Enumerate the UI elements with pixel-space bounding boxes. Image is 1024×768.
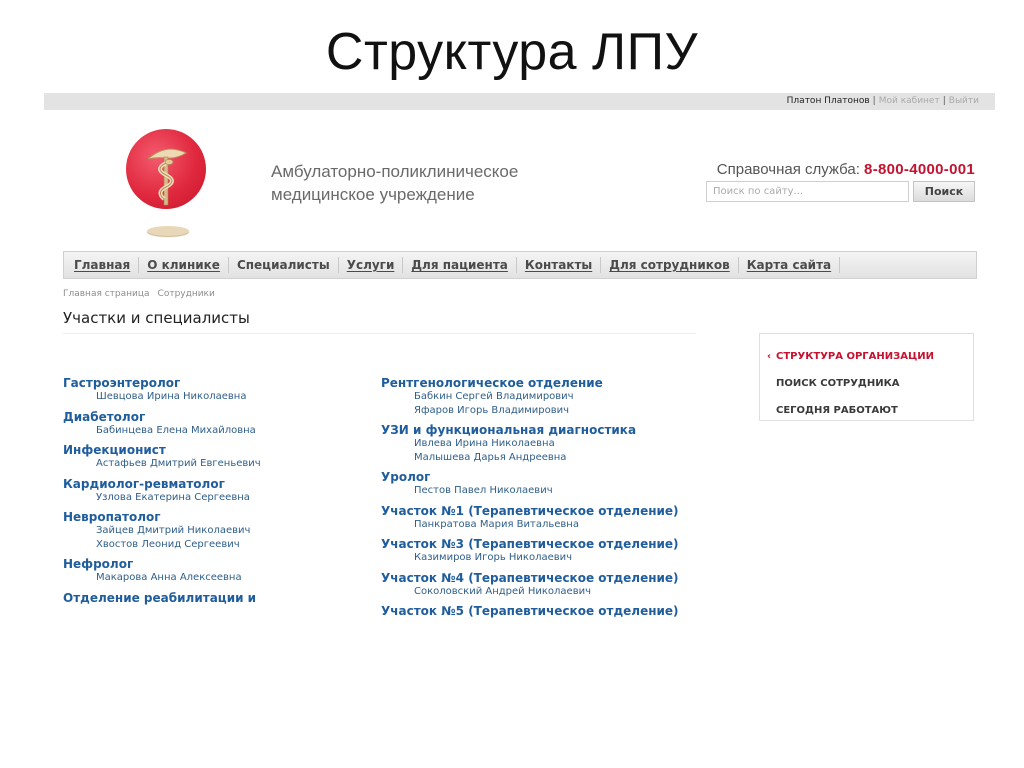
specialty-title[interactable]: Гастроэнтеролог <box>63 376 181 390</box>
sidebar-item-label: СЕГОДНЯ РАБОТАЮТ <box>776 405 898 416</box>
specialty-title[interactable]: Нефролог <box>63 557 134 571</box>
organization-name <box>271 160 591 206</box>
specialty-title[interactable]: Участок №4 (Терапевтическое отделение) <box>381 570 679 585</box>
help-phone[interactable]: 8-800-4000-001 <box>864 161 975 178</box>
specialty-group <box>63 510 363 551</box>
breadcrumb <box>63 289 215 299</box>
divider: | <box>942 96 946 106</box>
staff-name[interactable]: Ивлева Ирина Николаевна <box>414 438 555 449</box>
breadcrumb-home[interactable]: Главная страница <box>63 289 150 299</box>
specialty-group <box>63 591 363 605</box>
clinic-logo-icon[interactable] <box>126 129 206 209</box>
staff-name[interactable]: Малышева Дарья Андреевна <box>414 451 567 463</box>
staff-name[interactable]: Зайцев Дмитрий Николаевич <box>96 525 251 536</box>
logo-stand <box>147 226 189 236</box>
nav-item-contacts[interactable]: Контакты <box>517 257 601 273</box>
staff-name[interactable]: Яфаров Игорь Владимирович <box>414 404 570 416</box>
specialty-title[interactable]: УЗИ и функциональная диагностика <box>381 423 637 437</box>
sidebar-item-label: СТРУКТУРА ОРГАНИЗАЦИИ <box>776 351 934 362</box>
staff-name[interactable]: Бабинцева Елена Михайловна <box>96 424 256 436</box>
specialty-title[interactable]: Инфекционист <box>63 443 166 457</box>
nav-item-staff[interactable]: Для сотрудников <box>601 257 738 273</box>
nav-item-patients[interactable]: Для пациента <box>403 257 517 273</box>
breadcrumb-current[interactable]: Сотрудники <box>157 289 215 299</box>
specialty-group <box>63 477 363 505</box>
user-name[interactable]: Платон Платонов <box>786 96 870 106</box>
specialty-title[interactable]: Участок №5 (Терапевтическое отделение) <box>381 604 679 618</box>
specialty-group <box>63 557 363 585</box>
specialty-group <box>381 537 701 565</box>
staff-name[interactable]: Хвостов Леонид Сергеевич <box>96 538 240 550</box>
search-button[interactable]: Поиск <box>913 181 975 202</box>
specialty-title[interactable]: Рентгенологическое отделение <box>381 376 603 390</box>
nav-item-about[interactable]: О клинике <box>139 257 229 273</box>
sidebar-item-search-staff[interactable] <box>760 370 973 397</box>
specialty-group <box>381 571 701 599</box>
specialty-group <box>63 410 363 438</box>
specialists-column-right <box>381 376 701 624</box>
help-label: Справочная служба: <box>716 161 860 178</box>
specialty-title[interactable]: Участок №3 (Терапевтическое отделение) <box>381 537 679 551</box>
staff-name[interactable]: Шевцова Ирина Николаевна <box>96 391 247 402</box>
specialty-group <box>381 504 701 532</box>
staff-name[interactable]: Панкратова Мария Витальевна <box>414 518 579 530</box>
main-nav <box>63 251 977 279</box>
divider <box>63 333 696 334</box>
staff-name[interactable]: Бабкин Сергей Владимирович <box>414 391 574 402</box>
cabinet-link[interactable]: Мой кабинет <box>878 96 940 106</box>
specialists-column-left <box>63 376 363 611</box>
org-name-line-2: медицинское учреждение <box>271 185 475 204</box>
nav-item-services[interactable]: Услуги <box>339 257 404 273</box>
website-screenshot <box>44 93 995 655</box>
staff-name[interactable]: Соколовский Андрей Николаевич <box>414 585 591 597</box>
chevron-left-icon: ‹ <box>767 351 772 362</box>
nav-item-specialists[interactable]: Специалисты <box>229 257 339 273</box>
help-line <box>717 161 975 178</box>
sidebar-item-label: ПОИСК СОТРУДНИКА <box>776 378 900 389</box>
specialty-group <box>381 604 701 618</box>
staff-name[interactable]: Казимиров Игорь Николаевич <box>414 552 573 563</box>
user-bar <box>44 93 995 110</box>
site-search-input[interactable] <box>706 181 909 202</box>
specialty-title[interactable]: Участок №1 (Терапевтическое отделение) <box>381 503 679 518</box>
staff-name[interactable]: Астафьев Дмитрий Евгеньевич <box>96 458 261 469</box>
specialty-title[interactable]: Отделение реабилитации и <box>63 590 257 605</box>
org-name-line-1: Амбулаторно-поликлиническое <box>271 162 519 181</box>
sidebar-item-working-today[interactable] <box>760 397 973 424</box>
divider: | <box>872 96 876 106</box>
specialty-group <box>63 376 363 404</box>
specialty-title[interactable]: Невропатолог <box>63 510 161 524</box>
nav-item-home[interactable]: Главная <box>66 257 139 273</box>
staff-name[interactable]: Макарова Анна Алексеевна <box>96 572 242 583</box>
specialty-group <box>381 470 701 498</box>
staff-name[interactable]: Узлова Екатерина Сергеевна <box>96 491 250 503</box>
specialty-title[interactable]: Кардиолог-ревматолог <box>63 476 225 491</box>
page-title: Участки и специалисты <box>63 309 250 327</box>
staff-name[interactable]: Пестов Павел Николаевич <box>414 485 553 496</box>
specialty-title[interactable]: Диабетолог <box>63 409 146 424</box>
sidebar-item-structure[interactable] <box>760 343 973 370</box>
specialty-group <box>381 376 701 417</box>
specialty-title[interactable]: Уролог <box>381 470 431 484</box>
sidebar-menu <box>759 333 974 421</box>
specialty-group <box>381 423 701 464</box>
specialty-group <box>63 443 363 471</box>
slide-title: Структура ЛПУ <box>325 23 699 81</box>
nav-item-sitemap[interactable]: Карта сайта <box>739 257 840 273</box>
logout-link[interactable]: Выйти <box>948 96 979 106</box>
